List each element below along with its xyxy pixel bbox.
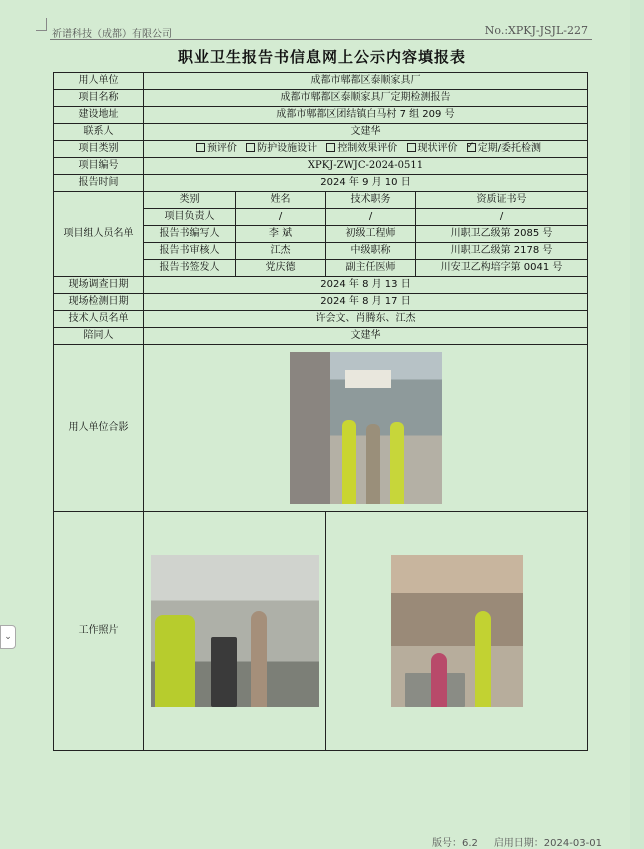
option-pre-evaluation: 预评价 <box>206 143 237 154</box>
company-name: 祈谱科技（成都）有限公司 <box>52 29 172 40</box>
corner-mark <box>36 18 47 31</box>
photo-person <box>342 420 356 504</box>
employer-row <box>54 73 588 90</box>
test-date-row <box>54 294 588 311</box>
photo-person <box>366 424 380 504</box>
report-time-value: 2024 年 9 月 10 日 <box>144 175 588 192</box>
group-photo-cell <box>144 345 588 512</box>
employer-label: 用人单位 <box>54 73 144 90</box>
staff-name: 李 斌 <box>236 226 326 243</box>
accompany-row <box>54 328 588 345</box>
checkbox-periodic-testing[interactable] <box>467 143 476 152</box>
header-rule <box>50 39 592 40</box>
address-row <box>54 107 588 124</box>
work-photo-cell-2 <box>326 512 588 751</box>
address-label: 建设地址 <box>54 107 144 124</box>
project-number-row <box>54 158 588 175</box>
option-protection-design: 防护设施设计 <box>257 143 318 154</box>
contact-row <box>54 124 588 141</box>
staff-label: 项目组人员名单 <box>54 192 144 277</box>
staff-role: 报告书审核人 <box>144 243 236 260</box>
group-photo <box>290 352 442 504</box>
report-time-row <box>54 175 588 192</box>
staff-title: 副主任医师 <box>326 260 416 277</box>
category-label: 项目类别 <box>54 141 144 158</box>
staff-header-title: 技术职务 <box>326 192 416 209</box>
staff-name: 党庆德 <box>236 260 326 277</box>
report-time-label: 报告时间 <box>54 175 144 192</box>
checkbox-pre-evaluation[interactable] <box>196 143 205 152</box>
work-photo-label: 工作照片 <box>54 512 144 751</box>
staff-certificate: 川职卫乙级第 2178 号 <box>416 243 588 260</box>
survey-date-label: 现场调查日期 <box>54 277 144 294</box>
staff-title: / <box>326 209 416 226</box>
staff-role: 报告书编写人 <box>144 226 236 243</box>
staff-header-category: 类别 <box>144 192 236 209</box>
project-name-row <box>54 90 588 107</box>
accompany-label: 陪同人 <box>54 328 144 345</box>
chevron-down-icon[interactable]: ⌄ <box>0 625 16 649</box>
group-photo-label: 用人单位合影 <box>54 345 144 512</box>
staff-role: 报告书签发人 <box>144 260 236 277</box>
tech-staff-value: 许会文、肖腾东、江杰 <box>144 311 588 328</box>
category-row <box>54 141 588 158</box>
staff-name: / <box>236 209 326 226</box>
effective-date: 启用日期：2024-03-01 <box>493 838 602 849</box>
photo-equipment <box>211 637 237 707</box>
photo-person <box>475 611 491 707</box>
checkbox-status-evaluation[interactable] <box>407 143 416 152</box>
staff-certificate: 川安卫乙构培字第 0041 号 <box>416 260 588 277</box>
photo-person <box>251 611 267 707</box>
staff-header-name: 姓名 <box>236 192 326 209</box>
option-periodic-testing: 定期/委托检测 <box>477 143 542 154</box>
project-number-value: XPKJ-ZWJC-2024-0511 <box>144 158 588 175</box>
staff-role: 项目负责人 <box>144 209 236 226</box>
survey-date-row <box>54 277 588 294</box>
contact-label: 联系人 <box>54 124 144 141</box>
project-name-label: 项目名称 <box>54 90 144 107</box>
survey-date-value: 2024 年 8 月 13 日 <box>144 277 588 294</box>
page-footer <box>432 834 602 849</box>
tech-staff-row <box>54 311 588 328</box>
work-photo-1 <box>151 555 319 707</box>
option-control-effect: 控制效果评价 <box>337 143 398 154</box>
accompany-value: 文建华 <box>144 328 588 345</box>
tech-staff-label: 技术人员名单 <box>54 311 144 328</box>
staff-title: 中级职称 <box>326 243 416 260</box>
staff-certificate: / <box>416 209 588 226</box>
photo-person <box>431 653 447 707</box>
photo-person <box>155 615 195 707</box>
address-value: 成都市郫都区团结镇白马村 7 组 209 号 <box>144 107 588 124</box>
option-status-evaluation: 现状评价 <box>417 143 458 154</box>
work-photo-cell-1 <box>144 512 326 751</box>
checkbox-control-effect[interactable] <box>326 143 335 152</box>
photo-wall <box>290 352 330 504</box>
project-number-label: 项目编号 <box>54 158 144 175</box>
checkbox-protection-design[interactable] <box>246 143 255 152</box>
photo-sign <box>345 370 391 388</box>
test-date-value: 2024 年 8 月 17 日 <box>144 294 588 311</box>
staff-header-row <box>54 192 588 209</box>
staff-name: 江杰 <box>236 243 326 260</box>
project-name-value: 成都市郫都区泰顺家具厂定期检测报告 <box>144 90 588 107</box>
work-photo-2 <box>391 555 523 707</box>
contact-value: 文建华 <box>144 124 588 141</box>
staff-title: 初级工程师 <box>326 226 416 243</box>
document-number: No.:XPKJ-JSJL-227 <box>484 24 588 37</box>
form-title: 职业卫生报告书信息网上公示内容填报表 <box>177 48 466 66</box>
staff-certificate: 川职卫乙级第 2085 号 <box>416 226 588 243</box>
photo-person <box>390 422 404 504</box>
staff-header-certificate: 资质证书号 <box>416 192 588 209</box>
category-options <box>144 141 588 158</box>
work-photo-row <box>54 512 588 751</box>
disclosure-form-table <box>53 72 588 751</box>
employer-value: 成都市郫都区泰顺家具厂 <box>144 73 588 90</box>
group-photo-row <box>54 345 588 512</box>
test-date-label: 现场检测日期 <box>54 294 144 311</box>
version-number: 版号：6.2 <box>432 838 478 849</box>
